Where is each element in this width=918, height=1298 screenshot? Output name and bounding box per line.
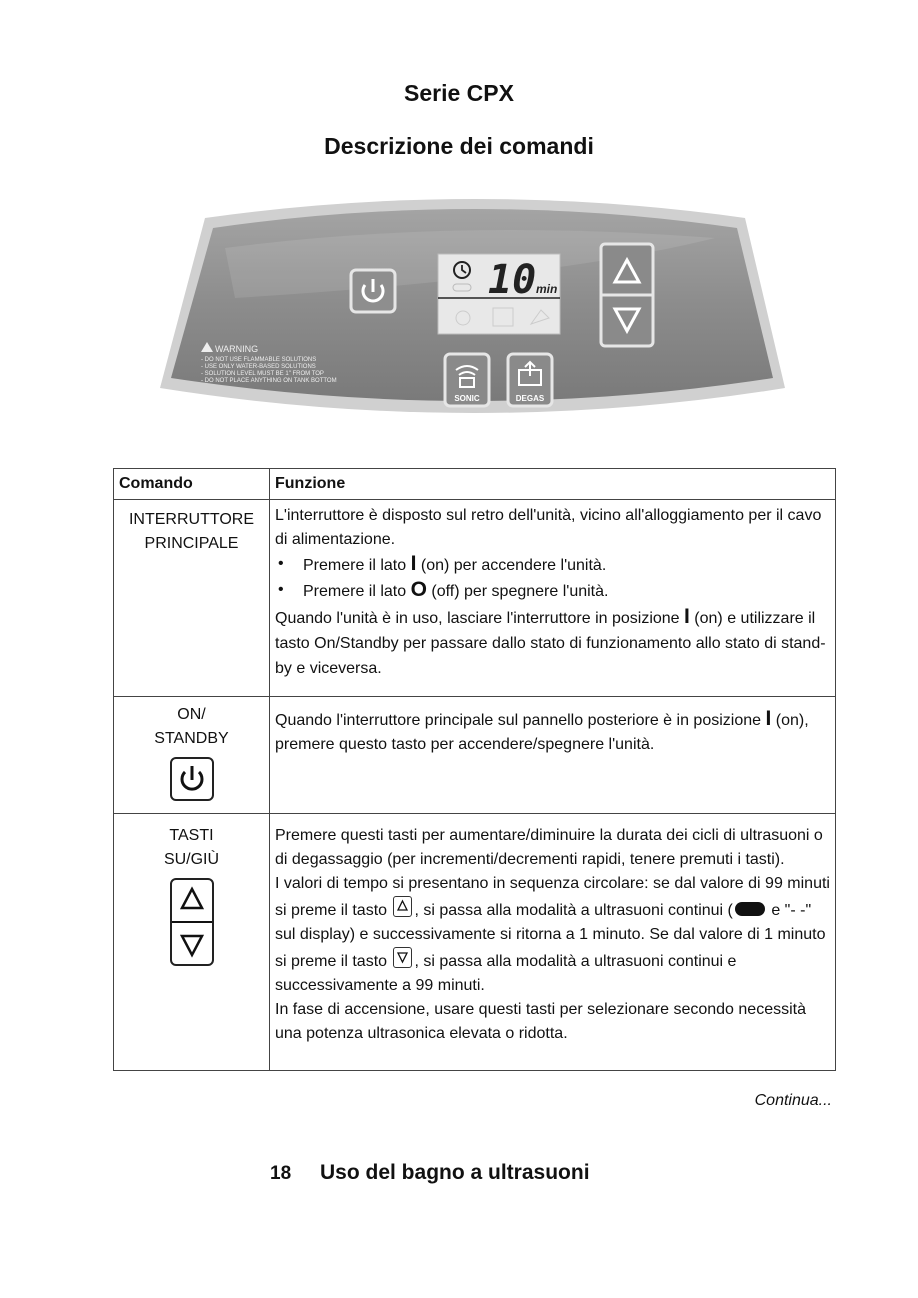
svg-text:- USE ONLY WATER-BASED SOLUTIO: - USE ONLY WATER-BASED SOLUTIONS — [201, 364, 316, 370]
function-up-down: Premere questi tasti per aumentare/diminuire la durata dei cicli di ultrasuoni o di degassaggio (per incrementi/decrementi rapidi, tenere premuti i tasti). I valori di tempo si presentano in sequenza circolare: se dal valore di 99 minuti si preme il tasto , si passa alla modalità a ultrasuoni continui ( e "- -" sul display) e successivamente si ritorna a 1 minuto. Se dal valore di 1 minuto si preme il tasto , si passa alla modalità a ultrasuoni continui e successivamente a 99 minuti. In fase di accensione, usare questi tasti per selezionare secondo necessità una potenza ultrasonica elevata o ridotta. — [270, 814, 836, 1071]
warning-title: WARNING — [215, 344, 259, 354]
table-header-row — [114, 469, 836, 500]
page-footer — [270, 1161, 590, 1185]
command-up-down: TASTI SU/GIÙ — [114, 814, 270, 1071]
power-icon — [170, 757, 214, 801]
function-on-standby: Quando l'interruttore principale sul pannello posteriore è in posizione I (on), premere questo tasto per accendere/spegnere l'unità. — [270, 697, 836, 814]
svg-text:- DO NOT PLACE ANYTHING ON TAN: - DO NOT PLACE ANYTHING ON TANK BOTTOM — [201, 378, 337, 384]
display-value: 10 — [488, 257, 537, 303]
up-down-arrows-icon — [170, 878, 214, 966]
header-command: Comando — [114, 469, 270, 500]
svg-text:- SOLUTION LEVEL MUST BE 1" FR: - SOLUTION LEVEL MUST BE 1" FROM TOP — [201, 371, 324, 377]
section-title: Descrizione dei comandi — [324, 133, 594, 159]
display-unit: min — [536, 282, 558, 296]
footer-title: Uso del bagno a ultrasuoni — [320, 1161, 590, 1184]
control-panel-image — [155, 188, 795, 428]
page-number: 18 — [270, 1163, 292, 1184]
series-title: Serie CPX — [404, 80, 514, 106]
table-row — [114, 500, 836, 697]
down-key-icon — [393, 947, 412, 968]
command-main-switch: INTERRUTTORE PRINCIPALE — [114, 500, 270, 697]
degas-label: DEGAS — [515, 394, 545, 403]
infinity-icon — [735, 902, 765, 916]
svg-text:- DO NOT USE FLAMMABLE SOLUTIO: - DO NOT USE FLAMMABLE SOLUTIONS — [201, 357, 317, 363]
up-key-icon — [393, 896, 412, 917]
panel-up-down-buttons — [601, 244, 653, 346]
header-function: Funzione — [270, 469, 836, 500]
command-on-standby: ON/ STANDBY — [114, 697, 270, 814]
panel-power-button — [351, 270, 395, 312]
command-table — [113, 468, 836, 1071]
table-row — [114, 814, 836, 1071]
continued-note: Continua... — [754, 1092, 832, 1109]
function-main-switch: L'interruttore è disposto sul retro dell'unità, vicino all'alloggiamento per il cavo di alimentazione. • Premere il lato I (on) per accendere l'unità. • Premere il lato O (off) per spegnere l'unità. Quando l'unità è in uso, lasciare l'interruttore in posizione I (on) e utilizzare il tasto On/Standby per passare dallo stato di funzionamento allo stato di stand-by e viceversa. — [270, 500, 836, 697]
table-row — [114, 697, 836, 814]
sonic-label: SONIC — [454, 394, 480, 403]
